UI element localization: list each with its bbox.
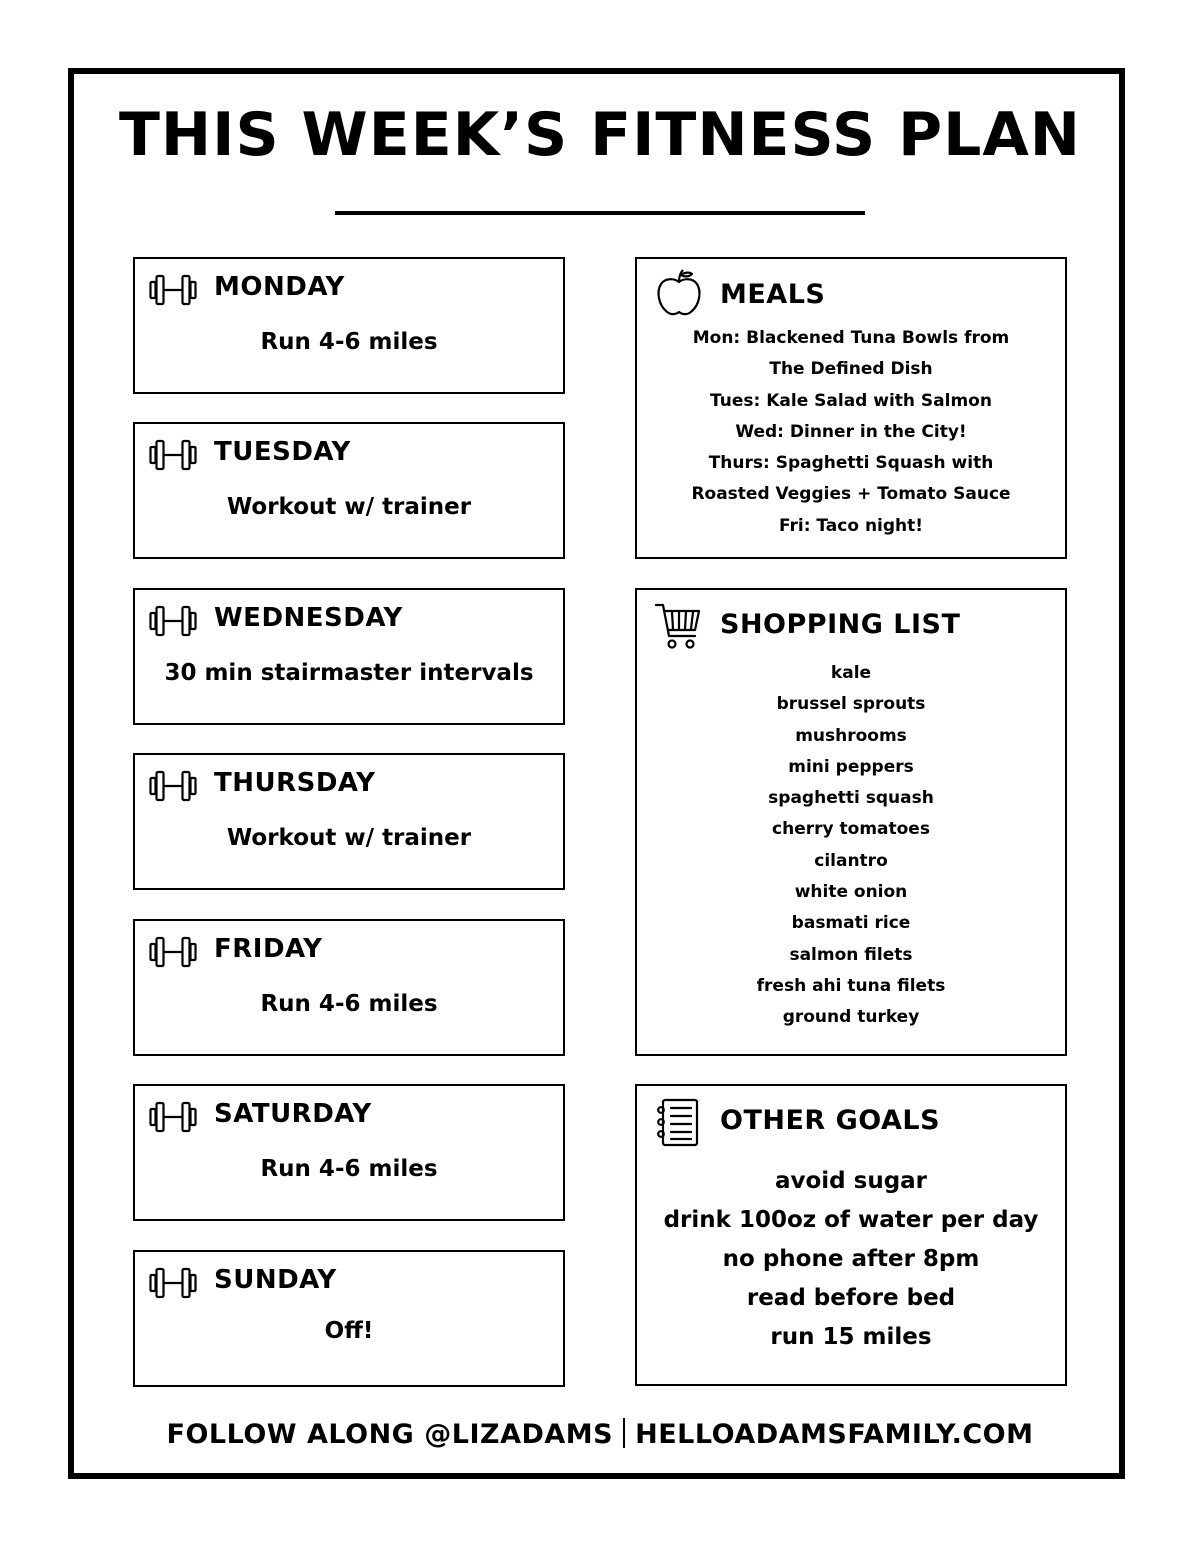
day-title: TUESDAY — [214, 437, 351, 467]
day-box-friday — [133, 919, 565, 1056]
shopping-item: brussel sprouts — [776, 694, 926, 715]
day-activity: 30 min stairmaster intervals — [164, 660, 534, 686]
day-box-sunday — [133, 1250, 565, 1387]
shopping-item: ground turkey — [782, 1007, 920, 1028]
dumbbell-icon — [149, 1100, 197, 1134]
shopping-items — [637, 658, 1065, 1034]
dumbbell-icon — [149, 273, 197, 307]
day-title: THURSDAY — [214, 768, 376, 798]
meal-line: Tues: Kale Salad with Salmon — [710, 390, 992, 411]
shopping-item: mushrooms — [795, 725, 907, 746]
other-goals-box — [635, 1084, 1067, 1386]
day-activity: Off! — [324, 1318, 374, 1344]
footer — [0, 1418, 1200, 1450]
dumbbell-icon — [149, 604, 197, 638]
day-activity: Run 4-6 miles — [260, 1156, 438, 1182]
meals-box — [635, 257, 1067, 559]
day-box-wednesday — [133, 588, 565, 725]
shopping-item: white onion — [794, 882, 908, 903]
day-title: MONDAY — [214, 272, 345, 302]
page-title: THIS WEEK’S FITNESS PLAN — [118, 100, 1082, 170]
footer-website[interactable]: HELLOADAMSFAMILY.COM — [635, 1419, 1034, 1450]
meal-line: The Defined Dish — [769, 359, 933, 380]
shopping-item: mini peppers — [788, 756, 914, 777]
meal-line: Roasted Veggies + Tomato Sauce — [691, 484, 1011, 505]
shopping-item: spaghetti squash — [768, 788, 934, 809]
apple-icon — [655, 267, 703, 317]
goal-item: drink 100oz of water per day — [663, 1207, 1039, 1233]
meal-line: Fri: Taco night! — [778, 515, 924, 536]
other-goals-title: OTHER GOALS — [720, 1105, 941, 1136]
day-activity: Run 4-6 miles — [260, 991, 438, 1017]
notepad-icon — [655, 1098, 699, 1148]
dumbbell-icon — [149, 438, 197, 472]
meal-line: Wed: Dinner in the City! — [735, 421, 967, 442]
shopping-list-title: SHOPPING LIST — [720, 609, 961, 640]
shopping-item: cherry tomatoes — [772, 819, 930, 840]
day-box-monday — [133, 257, 565, 394]
goal-item: avoid sugar — [774, 1168, 928, 1194]
day-box-saturday — [133, 1084, 565, 1221]
shopping-item: salmon filets — [789, 944, 913, 965]
goals-list — [637, 1162, 1065, 1357]
footer-social-handle[interactable]: FOLLOW ALONG @LIZADAMS — [166, 1419, 614, 1450]
footer-separator — [623, 1418, 625, 1448]
shopping-item: basmati rice — [791, 913, 911, 934]
day-activity: Run 4-6 miles — [260, 329, 438, 355]
dumbbell-icon — [149, 935, 197, 969]
dumbbell-icon — [149, 769, 197, 803]
day-title: FRIDAY — [214, 934, 323, 964]
day-activity: Workout w/ trainer — [226, 825, 472, 851]
goal-item: run 15 miles — [770, 1324, 932, 1350]
shopping-item: fresh ahi tuna filets — [756, 975, 946, 996]
day-box-tuesday — [133, 422, 565, 559]
shopping-list-box — [635, 588, 1067, 1056]
cart-icon — [655, 602, 701, 652]
day-title: WEDNESDAY — [214, 603, 403, 633]
meals-list — [637, 323, 1065, 542]
shopping-item: cilantro — [814, 850, 888, 871]
shopping-item: kale — [830, 663, 872, 683]
meal-line: Thurs: Spaghetti Squash with — [708, 453, 994, 474]
goal-item: no phone after 8pm — [722, 1246, 980, 1272]
title-divider — [335, 211, 865, 215]
goal-item: read before bed — [746, 1285, 956, 1311]
day-title: SUNDAY — [214, 1265, 337, 1295]
dumbbell-icon — [149, 1266, 197, 1300]
meals-title: MEALS — [720, 279, 826, 310]
day-title: SATURDAY — [214, 1099, 372, 1129]
meal-line: Mon: Blackened Tuna Bowls from — [692, 328, 1010, 348]
day-box-thursday — [133, 753, 565, 890]
day-activity: Workout w/ trainer — [226, 494, 472, 520]
